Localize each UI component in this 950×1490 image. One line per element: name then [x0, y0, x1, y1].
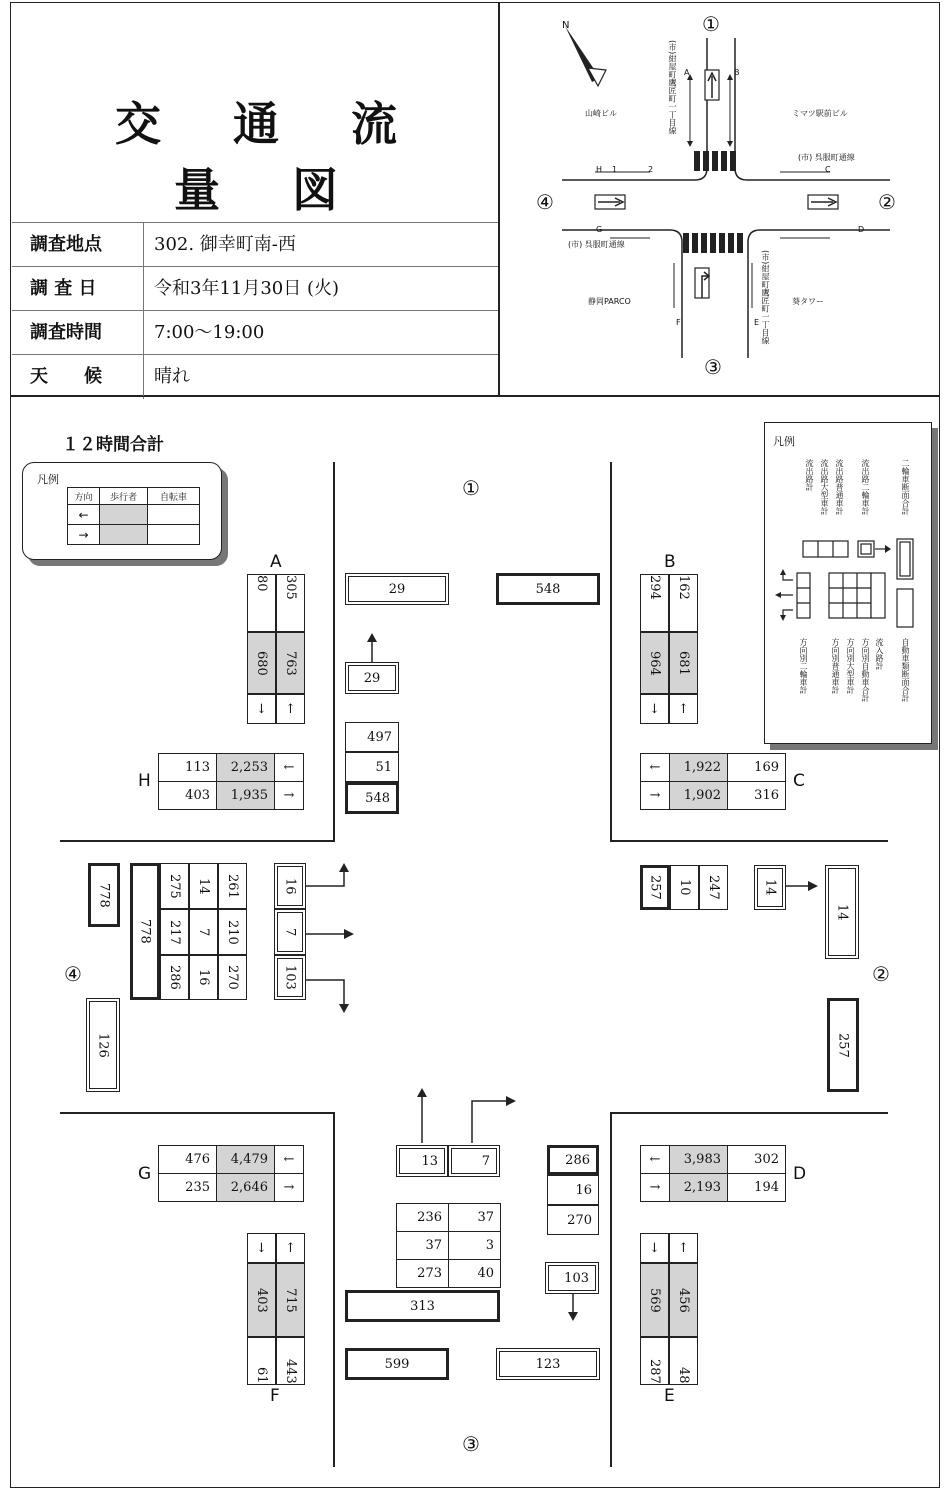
- sec-a-v3: 680: [254, 650, 269, 676]
- map-building-4: 葵タワー: [792, 297, 824, 306]
- approach-3-label: ③: [462, 1432, 480, 1456]
- north-arrow-icon: [565, 26, 606, 86]
- legend-top-1: 流出路計: [805, 459, 814, 491]
- sec-f-cell-4: [276, 1263, 305, 1337]
- sec-e-v3: 287: [647, 1359, 662, 1384]
- sec-a-cell-5: ↓: [247, 694, 276, 724]
- legend-small: [22, 462, 222, 560]
- n4-grid-cell: [160, 955, 189, 1000]
- n4-grid-value: 14: [196, 877, 211, 895]
- map-building-2: ミマツ駅前ビル: [792, 109, 848, 118]
- n3-g-r1c1: 236: [397, 1204, 449, 1232]
- map-sec-h: H: [596, 165, 603, 174]
- sec-label-a: A: [270, 552, 282, 572]
- sec-e-v1: 569: [647, 1287, 662, 1313]
- legend-bot-5: 流入路計: [875, 638, 884, 670]
- road-line-sw-v: [333, 1112, 335, 1467]
- sec-h-r1c3: ←: [275, 754, 304, 782]
- n3-in-1: 286: [547, 1145, 599, 1175]
- n1-out-total: 548: [496, 573, 600, 605]
- n4-grid-cell: [189, 909, 218, 955]
- n4-grid-value: 261: [225, 873, 240, 899]
- intersection-map: [500, 8, 940, 388]
- road-line-nw-v: [333, 462, 335, 842]
- n3-g-r1c2: 37: [449, 1204, 501, 1232]
- sec-b-v4: 681: [676, 650, 691, 676]
- n2-bike-sec: [825, 865, 859, 959]
- map-sec-f: F: [676, 318, 681, 327]
- sec-a-cell-6: ↑: [276, 694, 305, 724]
- map-approach-2: ②: [878, 190, 896, 214]
- sec-h-r1c2: 2,253: [217, 754, 275, 782]
- n3-bike-turn-2: 7: [448, 1145, 500, 1177]
- sec-h-r1c1: 113: [159, 754, 217, 782]
- road-line-nw-h: [60, 840, 335, 842]
- sec-e-cell-1: ↓: [640, 1233, 669, 1263]
- n4-grid-cell: [218, 863, 247, 909]
- sec-f-cell-5: [247, 1337, 276, 1385]
- map-sec-b: B: [734, 68, 740, 77]
- sec-label-c: C: [793, 771, 805, 791]
- sec-b-cell-3: [640, 632, 669, 694]
- n2-in-3: [699, 865, 728, 910]
- legend-arrow-right: →: [68, 525, 100, 545]
- n4-grid-cell: [189, 863, 218, 909]
- legend-top-5: 二輪車断面合計: [901, 459, 910, 515]
- n3-bike-turn-1: 13: [396, 1145, 448, 1177]
- n4-bike-turn-2-v: 7: [282, 927, 298, 937]
- info-label: 調査時間: [12, 311, 144, 355]
- sec-f-cell-1: ↓: [247, 1233, 276, 1263]
- n4-grid-value: 7: [196, 927, 211, 937]
- sec-label-f: F: [270, 1386, 280, 1406]
- sec-h-table: [158, 753, 304, 810]
- sec-g-r2c3: →: [275, 1174, 304, 1202]
- n4-car-sec-v: 778: [96, 882, 112, 908]
- n4-grid-value: 286: [167, 965, 182, 990]
- n4-bike-turn-1-v: 16: [282, 877, 298, 895]
- legend-bot-4: 方向別自動車合計: [861, 638, 870, 702]
- n2-car-sec-v: 257: [835, 1032, 851, 1058]
- n3-g-r3c1: 273: [397, 1260, 449, 1288]
- info-label: 調査地点: [12, 223, 144, 267]
- n3-g-r2c1: 37: [397, 1232, 449, 1260]
- info-value: 7:00〜19:00: [154, 322, 265, 343]
- n4-in-total: [130, 863, 160, 1000]
- map-approach-3: ③: [704, 355, 722, 379]
- info-value: 晴れ: [154, 366, 190, 387]
- map-building-3: 静岡PARCO: [588, 297, 631, 306]
- n4-bike-sec: [86, 998, 120, 1092]
- n4-bike-turn-1: [274, 863, 306, 909]
- map-street-west: (市) 呉服町通線: [568, 240, 625, 249]
- sec-a-cell-1: [247, 574, 276, 632]
- info-row: [12, 310, 498, 355]
- n4-grid-value: 210: [225, 919, 240, 945]
- info-value: 令和3年11月30日 (火): [154, 278, 340, 299]
- map-street-north: (市)紺屋町鷹匠町一丁目線: [668, 40, 677, 135]
- map-approach-1: ①: [702, 12, 720, 36]
- n3-g-r3c2: 40: [449, 1260, 501, 1288]
- road-line-se-v: [610, 1112, 612, 1467]
- sec-a-cell-4: [276, 632, 305, 694]
- sec-c-r1c1: ←: [641, 754, 670, 782]
- sec-c-r1c3: 169: [728, 754, 786, 782]
- sec-a-cell-2: [276, 574, 305, 632]
- n4-in-total-v: 778: [137, 919, 153, 944]
- sec-e-cell-3: [640, 1263, 669, 1337]
- n3-in-3: 270: [547, 1205, 599, 1235]
- n4-grid-cell: [160, 909, 189, 955]
- legend-arrow-left: ←: [68, 505, 100, 525]
- legend-h3: 自転車: [148, 488, 200, 505]
- map-street-east: (市) 呉服町通線: [798, 153, 855, 162]
- n4-grid-value: 217: [167, 919, 182, 945]
- crosswalk-south: [683, 233, 743, 253]
- n1-in-1: 497: [345, 722, 399, 752]
- map-dir-2: 2: [648, 165, 654, 174]
- sec-e-cell-6: [669, 1337, 698, 1385]
- n2-car-sec: [827, 998, 859, 1092]
- sec-c-r2c2: 1,902: [670, 782, 728, 810]
- info-label: 調 査 日: [12, 267, 144, 311]
- n2-arrow-right: [786, 880, 820, 892]
- sec-label-b: B: [664, 552, 676, 572]
- sec-h-r2c2: 1,935: [217, 782, 275, 810]
- sec-f-cell-6: [276, 1337, 305, 1385]
- sec-e-cell-2: ↑: [669, 1233, 698, 1263]
- info-row: [12, 354, 498, 399]
- sec-label-h: H: [138, 771, 151, 791]
- info-value: 302. 御幸町南-西: [154, 234, 296, 255]
- n3-bike-sec: 123: [496, 1348, 600, 1380]
- sec-b-cell-1: [640, 574, 669, 632]
- n4-grid-value: 275: [167, 873, 182, 899]
- map-approach-4: ④: [536, 190, 554, 214]
- n3-bike-down: 103: [545, 1262, 599, 1294]
- sec-a-v4: 763: [283, 650, 298, 676]
- sec-c-r1c2: 1,922: [670, 754, 728, 782]
- crosswalk-north: [694, 151, 736, 171]
- sec-e-cell-5: [640, 1337, 669, 1385]
- n3-grid-total: 313: [345, 1290, 500, 1322]
- sec-b-cell-6: ↑: [669, 694, 698, 724]
- sec-d-r1c3: 302: [728, 1146, 786, 1174]
- sec-b-cell-5: ↓: [640, 694, 669, 724]
- map-sec-a: A: [684, 68, 690, 77]
- sec-d-r1c2: 3,983: [670, 1146, 728, 1174]
- n2-bike-sec-v: 14: [834, 903, 850, 921]
- n1-in-total: 548: [345, 782, 399, 814]
- n1-out-twowheel: 29: [345, 573, 449, 605]
- n2-bike-turn-v: 14: [762, 879, 778, 896]
- info-row: [12, 222, 498, 267]
- sec-c-table: [640, 753, 786, 810]
- legend-bot-2: 方向別普通車計: [831, 638, 840, 694]
- sec-f-cell-2: ↑: [276, 1233, 305, 1263]
- sec-d-r2c1: →: [641, 1174, 670, 1202]
- n3-in-2: 16: [547, 1175, 599, 1205]
- sec-f-v3: 61: [254, 1367, 269, 1384]
- sec-f-cell-3: [247, 1263, 276, 1337]
- sec-g-r2c1: 235: [159, 1174, 217, 1202]
- flow-arrows: [598, 73, 836, 298]
- map-dir-1: 1: [612, 165, 618, 174]
- sec-b-cell-2: [669, 574, 698, 632]
- n3-car-sec: 599: [345, 1348, 449, 1380]
- map-sec-c: C: [825, 165, 831, 174]
- map-sec-g: G: [596, 225, 603, 234]
- n1-in-2: 51: [345, 752, 399, 782]
- info-row: [12, 266, 498, 311]
- n4-car-sec: [88, 863, 120, 927]
- sec-label-e: E: [664, 1386, 675, 1406]
- sec-e-v2: 456: [676, 1287, 691, 1313]
- sec-f-v1: 403: [254, 1287, 269, 1313]
- n3-arrow-down: [563, 1294, 583, 1324]
- sec-d-r1c1: ←: [641, 1146, 670, 1174]
- sec-label-d: D: [793, 1164, 807, 1184]
- sec-g-r1c2: 4,479: [217, 1146, 275, 1174]
- n2-in-2: [670, 865, 699, 910]
- n2-bike-turn: [754, 865, 786, 910]
- legend-top-4: 流出路二輪車計: [861, 459, 870, 515]
- sec-c-r2c3: 316: [728, 782, 786, 810]
- legend-small-title: 凡例: [37, 473, 59, 486]
- sec-g-r2c2: 2,646: [217, 1174, 275, 1202]
- main-title: １２時間合計: [62, 435, 164, 455]
- sec-a-cell-3: [247, 632, 276, 694]
- sec-a-v2: 305: [283, 575, 298, 600]
- road-line-ne-h: [610, 840, 888, 842]
- approach-2-label: ②: [872, 962, 890, 986]
- n2-in-3-v: 247: [706, 875, 721, 900]
- legend-top-2: 流出路大型車計: [820, 459, 829, 515]
- page-title: 交 通 流 量 図: [114, 97, 426, 217]
- sec-g-table: [158, 1145, 304, 1202]
- approach-1-label: ①: [462, 476, 480, 500]
- sec-c-r2c1: →: [641, 782, 670, 810]
- map-sec-e: E: [754, 318, 760, 327]
- n3-grid: [396, 1203, 501, 1288]
- n3-turn-arrows: [410, 1085, 520, 1145]
- sec-g-r1c1: 476: [159, 1146, 217, 1174]
- sec-b-cell-4: [669, 632, 698, 694]
- n4-grid-cell: [218, 955, 247, 1000]
- legend-bot-6: 自動車類断面合計: [901, 638, 910, 702]
- n4-bike-turn-3-v: 103: [282, 965, 298, 990]
- info-label: 天 候: [12, 355, 144, 399]
- legend-small-table: [67, 487, 200, 545]
- sec-h-r2c1: 403: [159, 782, 217, 810]
- sec-a-v1: 80: [254, 575, 269, 592]
- n1-arrow-up: [362, 632, 382, 662]
- n2-in-1-v: 257: [647, 875, 663, 900]
- n4-grid-value: 16: [196, 969, 211, 986]
- sec-b-v3: 964: [647, 650, 662, 676]
- map-building-1: 山崎ビル: [585, 109, 617, 118]
- legend-h1: 方向: [68, 488, 100, 505]
- road-line-se-h: [610, 1112, 888, 1114]
- n3-g-r2c2: 3: [449, 1232, 501, 1260]
- map-north-label: N: [562, 20, 570, 31]
- sec-e-cell-4: [669, 1263, 698, 1337]
- sec-f-v2: 715: [283, 1287, 298, 1313]
- legend-top-3: 流出路普通車計: [835, 459, 844, 515]
- n1-bike-turn: 29: [345, 662, 399, 694]
- n2-in-1: [640, 865, 670, 910]
- road-line-sw-h: [60, 1112, 335, 1114]
- legend-big-title: 凡例: [773, 435, 795, 448]
- map-sec-d: D: [858, 225, 865, 234]
- n4-grid-cell: [160, 863, 189, 909]
- n4-grid-cell: [189, 955, 218, 1000]
- sec-b-v2: 162: [676, 575, 691, 600]
- sec-d-r2c3: 194: [728, 1174, 786, 1202]
- sec-f-v4: 443: [283, 1359, 298, 1384]
- sec-h-r2c3: →: [275, 782, 304, 810]
- n4-bike-turn-3: [274, 955, 306, 1000]
- n4-arrows: [306, 858, 366, 1018]
- n4-bike-sec-v: 126: [95, 1032, 111, 1058]
- n4-grid-value: 270: [225, 965, 240, 990]
- sec-g-r1c3: ←: [275, 1146, 304, 1174]
- n2-in-2-v: 10: [677, 879, 692, 896]
- n4-bike-turn-2: [274, 909, 306, 955]
- flow-arrow-icons: [595, 70, 838, 298]
- approach-4-label: ④: [64, 962, 82, 986]
- sec-d-r2c2: 2,193: [670, 1174, 728, 1202]
- sec-d-table: [640, 1145, 786, 1202]
- legend-h2: 歩行者: [100, 488, 148, 505]
- sec-label-g: G: [138, 1164, 152, 1184]
- sec-b-v1: 294: [647, 575, 662, 600]
- map-street-south: (市)紺屋町鷹匠町一丁目線: [761, 250, 770, 345]
- sec-e-v4: 48: [676, 1367, 691, 1384]
- legend-bot-1: 方向別二輪車計: [799, 638, 808, 694]
- n4-grid-cell: [218, 909, 247, 955]
- road-line-ne-v: [610, 462, 612, 842]
- legend-bot-3: 方向別大型車計: [846, 638, 855, 694]
- legend-big: [764, 422, 932, 744]
